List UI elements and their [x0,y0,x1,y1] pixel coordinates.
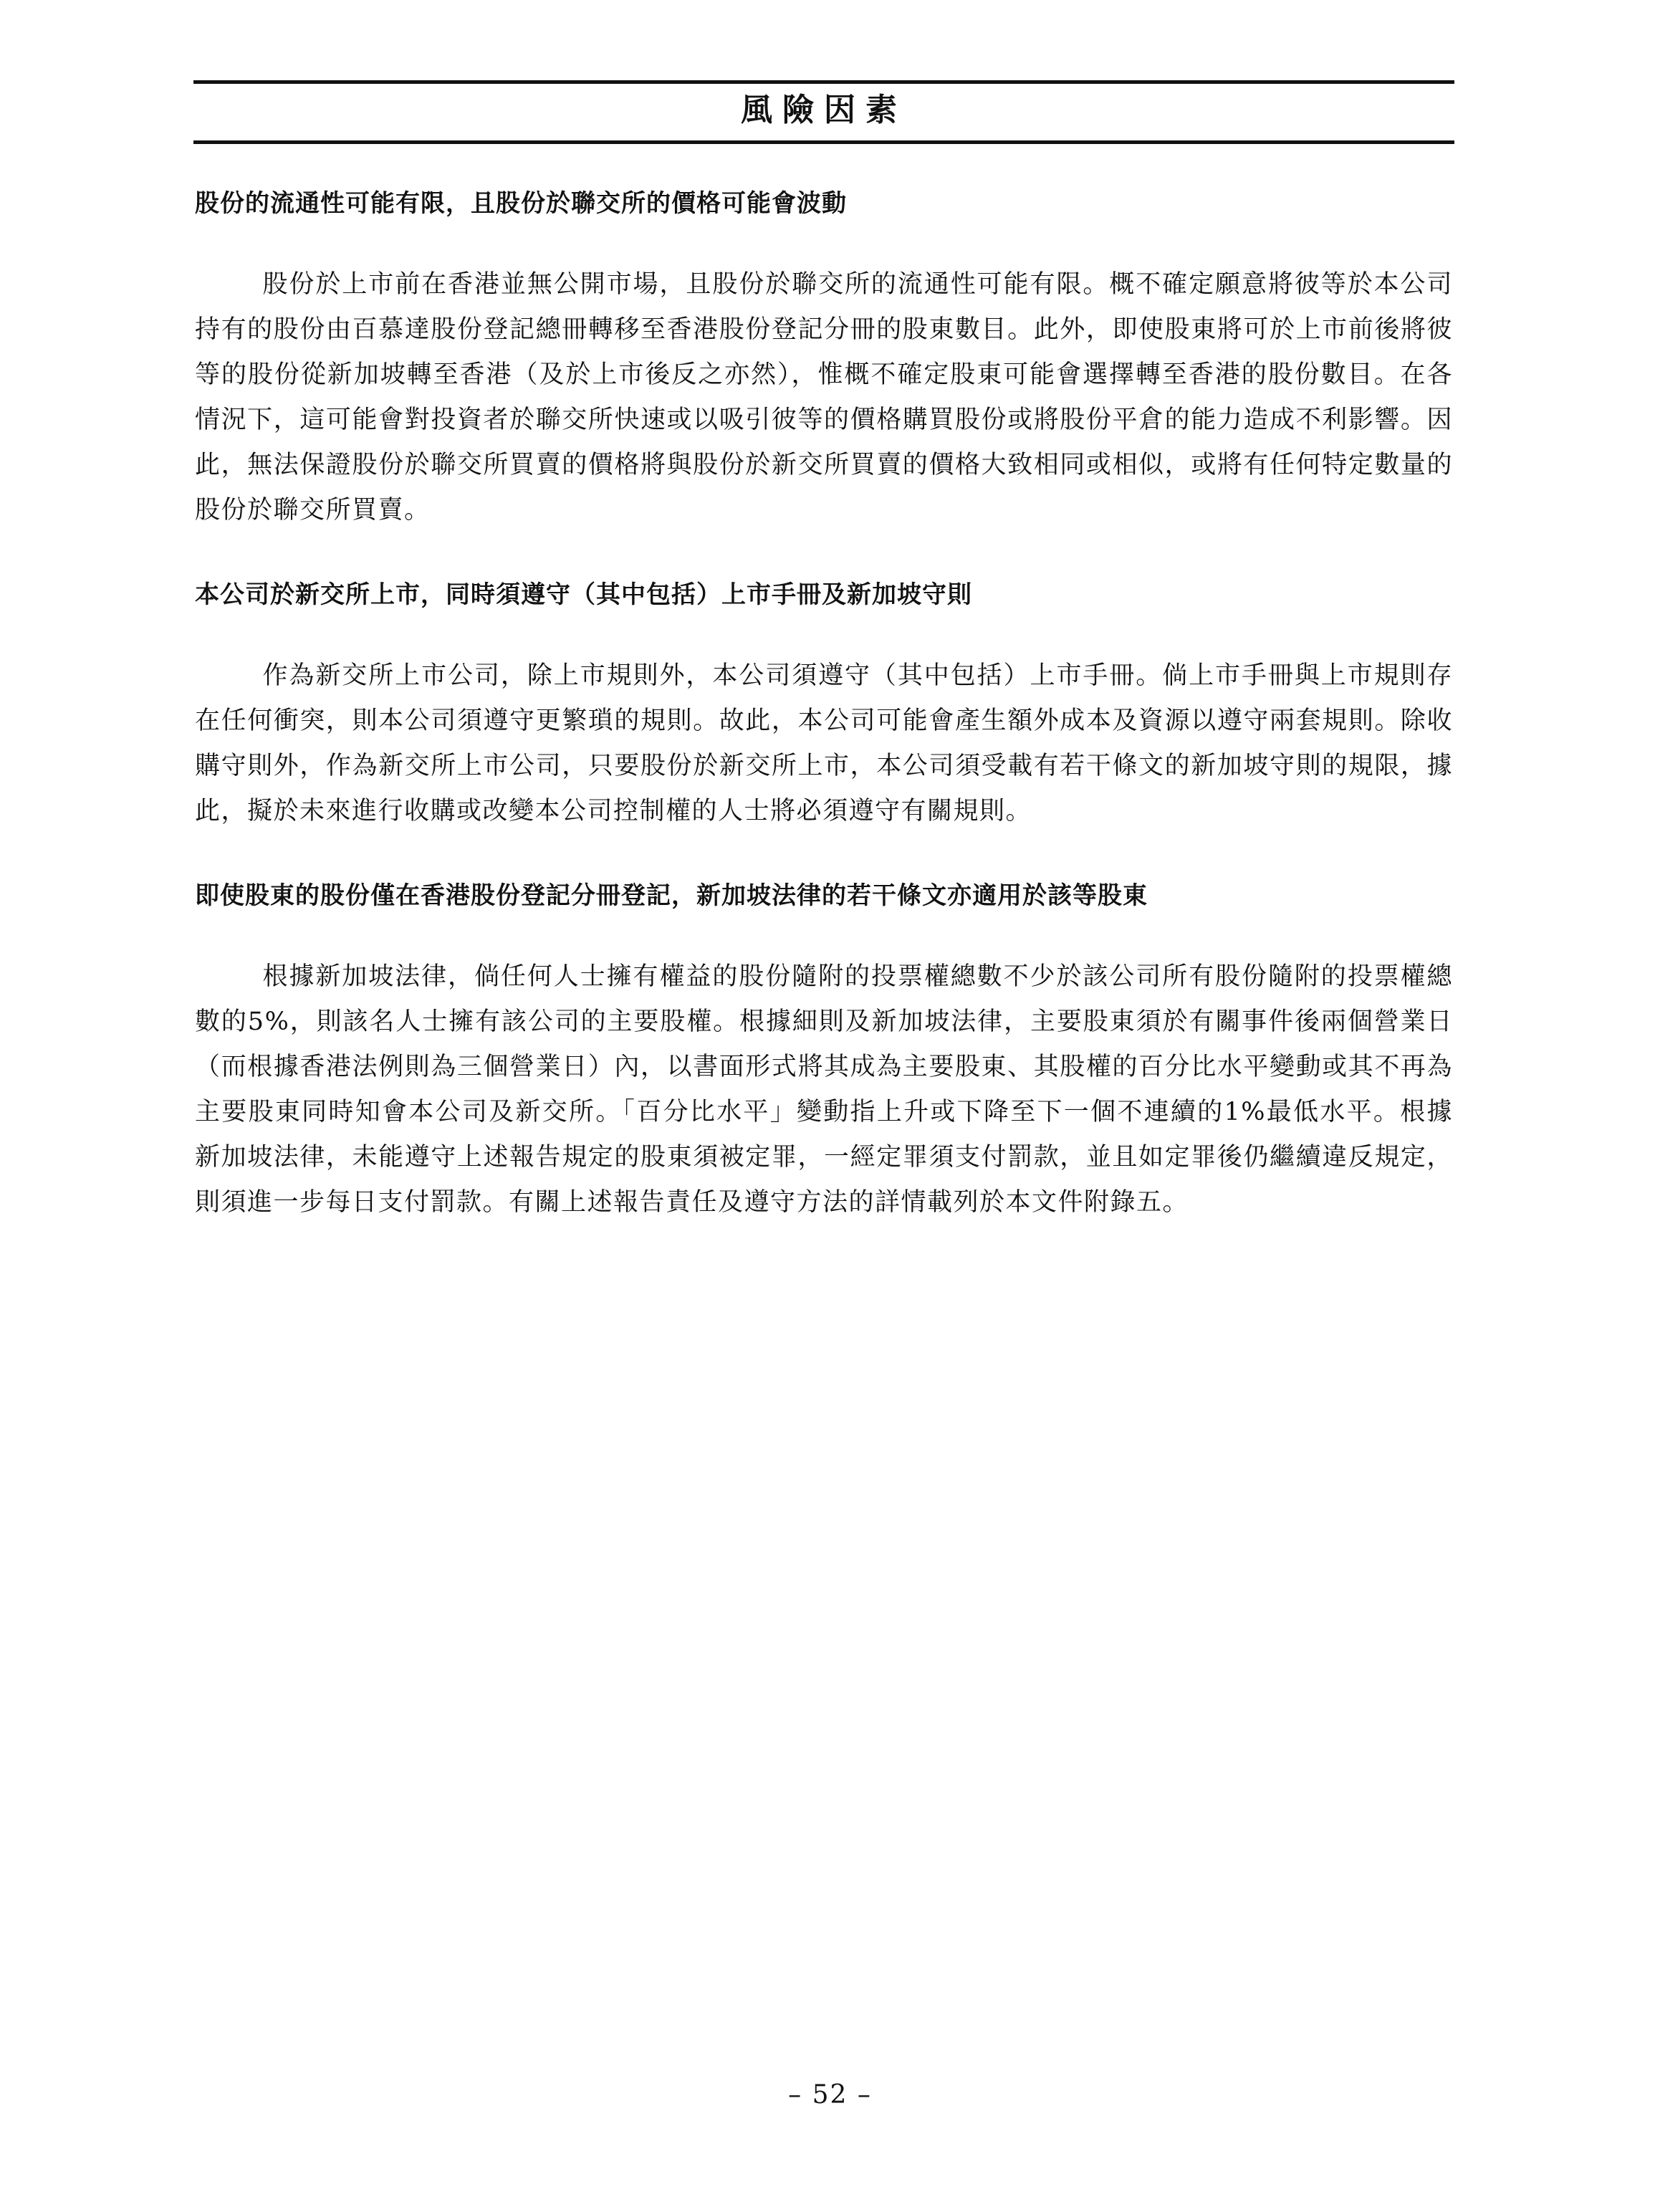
section-heading: 股份的流通性可能有限，且股份於聯交所的價格可能會波動 [195,189,847,218]
section-paragraph: 股份於上市前在香港並無公開市場，且股份於聯交所的流通性可能有限。概不確定願意將彼等於本公司持有的股份由百慕達股份登記總冊轉移至香港股份登記分冊的股東數目。此外，即使股東將可於上市前後將彼等的股份從新加坡轉至香港（及於上市後反之亦然），惟概不確定股東可能會選擇轉至香港的股份數目。在各情況下，這可能會對投資者於聯交所快速或以吸引彼等的價格購買股份或將股份平倉的能力造成不利影響。因此，無法保證股份於聯交所買賣的價格將與股份於新交所買賣的價格大致相同或相似，或將有任何特定數量的股份於聯交所買賣。 [195,270,1453,525]
document-body [195,186,1453,1225]
risk-section-liquidity [195,186,1453,533]
page-title: 風險因素 [741,92,907,128]
risk-section-listing-manual [195,578,1453,834]
risk-section-singapore-law [195,878,1453,1225]
section-heading: 本公司於新交所上市，同時須遵守（其中包括）上市手冊及新加坡守則 [195,580,972,609]
section-paragraph: 作為新交所上市公司，除上市規則外，本公司須遵守（其中包括）上市手冊。倘上市手冊與上市規則存在任何衝突，則本公司須遵守更繁瑣的規則。故此，本公司可能會產生額外成本及資源以遵守兩套規則。除收購守則外，作為新交所上市公司，只要股份於新交所上市，本公司須受載有若干條文的新加坡守則的規限，據此，擬於未來進行收購或改變本公司控制權的人士將必須遵守有關規則。 [195,661,1453,825]
section-heading: 即使股東的股份僅在香港股份登記分冊登記，新加坡法律的若干條文亦適用於該等股東 [195,881,1148,910]
page-number: – 52 – [788,2080,872,2110]
section-paragraph: 根據新加坡法律，倘任何人士擁有權益的股份隨附的投票權總數不少於該公司所有股份隨附的投票權總數的5%，則該名人士擁有該公司的主要股權。根據細則及新加坡法律，主要股東須於有關事件後兩個營業日（而根據香港法例則為三個營業日）內，以書面形式將其成為主要股東、其股權的百分比水平變動或其不再為主要股東同時知會本公司及新交所。「百分比水平」變動指上升或下降至下一個不連續的1%最低水平。根據新加坡法律，未能遵守上述報告規定的股東須被定罪，一經定罪須支付罰款，並且如定罪後仍繼續違反規定，則須進一步每日支付罰款。有關上述報告責任及遵守方法的詳情載列於本文件附錄五。 [195,962,1453,1217]
header-bottom-rule [193,140,1454,144]
